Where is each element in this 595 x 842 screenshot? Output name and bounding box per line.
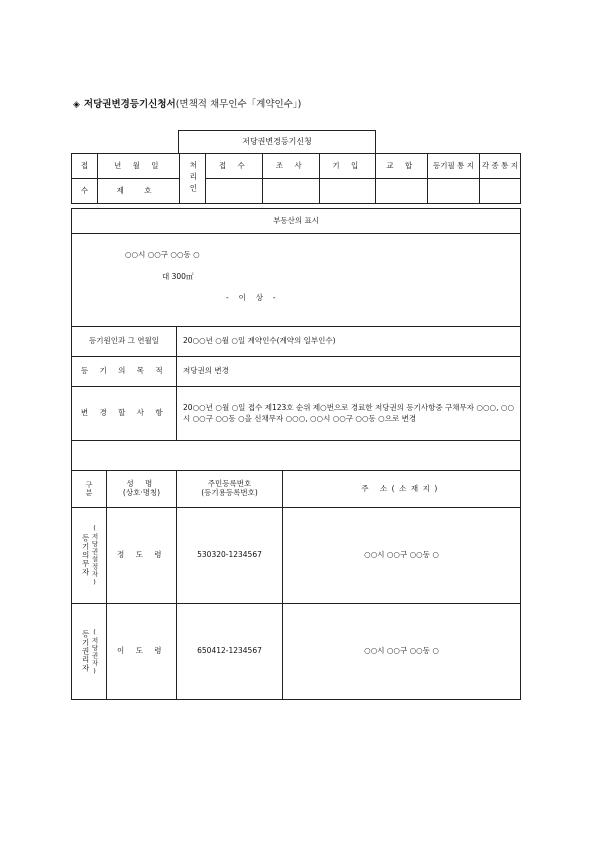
holder-name: 이 도 령	[107, 604, 177, 700]
change-label: 변 경 할 사 항	[72, 387, 177, 441]
property-description	[72, 234, 521, 327]
party-col-addr: 주 소(소재지)	[283, 471, 521, 508]
header-giip: 기 입	[320, 154, 376, 179]
party-col-name-sub: (상호·명칭)	[122, 488, 161, 497]
title-main: 저당권변경등기신청서	[83, 99, 176, 110]
party-col-name: 성 명 (상호·명칭)	[107, 471, 177, 508]
header-notice: 등기필 통 지	[428, 154, 480, 179]
holder-label-main: 등기권리자	[81, 630, 91, 673]
purpose-value: 저당권의 변경	[177, 357, 521, 387]
obligor-label	[72, 508, 107, 604]
cell-notice	[428, 179, 480, 204]
holder-id: 650412-1234567	[177, 604, 283, 700]
obligor-label-sub: (저당권설정자)	[90, 524, 99, 587]
receipt-caption: 저당권변경등기신청	[178, 130, 376, 154]
holder-label	[72, 604, 107, 700]
party-col-gubun: 구분	[72, 471, 107, 508]
header-jeopsu: 접 수	[206, 154, 263, 179]
holder-label-sub: (저당권자)	[90, 627, 99, 676]
change-value: 20○○년 ○월 ○일 접수 제123호 순위 제○번으로 경료한 저당권의 등기사항중 구채무자 ○○○, ○○시 ○○구 ○○동 ○을 신채무자 ○○○, ○○시 ○○구 ○○동 ○으로 변경	[177, 387, 521, 441]
party-col-id-sub: (등기용등록번호)	[201, 488, 258, 497]
receipt-table	[71, 153, 521, 204]
cell-each-notice	[480, 179, 521, 204]
cell-josa	[263, 179, 320, 204]
obligor-address: ○○시 ○○구 ○○동 ○	[283, 508, 521, 604]
cell-jeopsu	[206, 179, 263, 204]
document-title	[73, 96, 301, 110]
receipt-cheori-label: 처리인	[180, 154, 206, 204]
diamond-bullet-icon: ◈	[73, 100, 80, 110]
party-col-id: 주민등록번호 (등기용등록번호)	[177, 471, 283, 508]
cause-label: 등기원인과 그 연월일	[72, 327, 177, 357]
receipt-no-label: 제 호	[98, 179, 180, 204]
cell-gyohap	[376, 179, 428, 204]
holder-address: ○○시 ○○구 ○○동 ○	[283, 604, 521, 700]
receipt-jeop-label: 접	[72, 154, 98, 179]
header-josa: 조 사	[263, 154, 320, 179]
property-land: 대 300㎡	[162, 272, 194, 281]
property-header: 부동산의 표시	[72, 209, 521, 234]
header-each-notice: 각 종 통 지	[480, 154, 521, 179]
receipt-date-label: 년 월 일	[98, 154, 180, 179]
cell-giip	[320, 179, 376, 204]
obligor-name: 정 도 령	[107, 508, 177, 604]
obligor-label-main: 등기의무자	[81, 534, 91, 577]
cause-value: 20○○년 ○월 ○일 계약인수(계약의 일부인수)	[177, 327, 521, 357]
application-table	[71, 208, 521, 700]
blank-row	[72, 441, 521, 471]
obligor-id: 530320-1234567	[177, 508, 283, 604]
header-gyohap: 교 합	[376, 154, 428, 179]
purpose-label: 등 기 의 목 적	[72, 357, 177, 387]
title-sub: (면책적 채무인수「계약인수」)	[175, 99, 302, 110]
receipt-su-label: 수	[72, 179, 98, 204]
property-end-mark: - 이 상 -	[226, 293, 280, 302]
property-address: ○○시 ○○구 ○○동 ○	[125, 250, 200, 259]
